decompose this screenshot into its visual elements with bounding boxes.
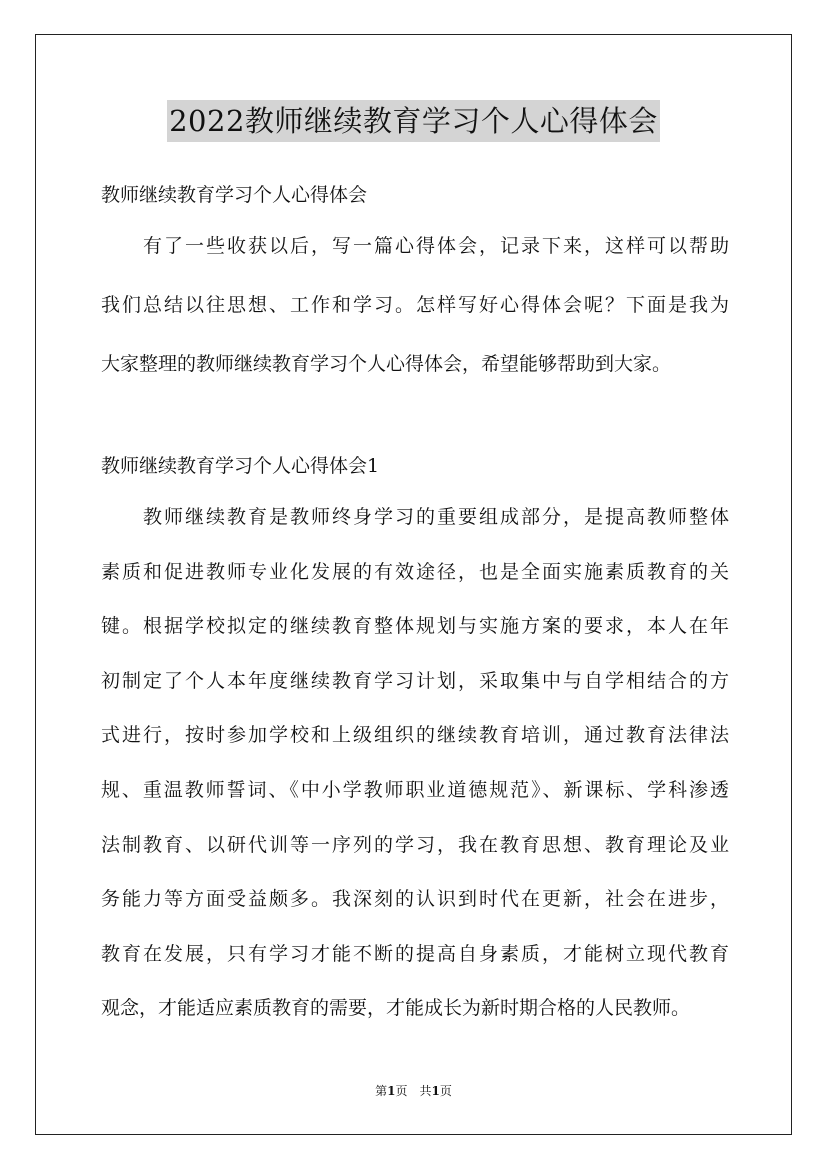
page-total bbox=[420, 1084, 452, 1098]
body-line: 式进行，按时参加学校和上级组织的继续教育培训，通过教育法律法 bbox=[101, 724, 729, 747]
section-heading-1: 教师继续教育学习个人心得体会1 bbox=[101, 455, 380, 477]
page-number bbox=[375, 1084, 407, 1098]
section-heading-intro: 教师继续教育学习个人心得体会 bbox=[101, 184, 368, 206]
body-line: 务能力等方面受益颇多。我深刻的认识到时代在更新，社会在进步， bbox=[101, 888, 729, 911]
document-title: 2022教师继续教育学习个人心得体会 bbox=[167, 100, 660, 142]
intro-line: 我们总结以往思想、工作和学习。怎样写好心得体会呢？下面是我为 bbox=[101, 294, 729, 316]
total-suffix: 页 bbox=[439, 1084, 452, 1098]
page-footer bbox=[0, 1083, 827, 1099]
page-prefix: 第 bbox=[375, 1084, 388, 1098]
intro-paragraph bbox=[101, 231, 729, 408]
intro-line: 大家整理的教师继续教育学习个人心得体会，希望能够帮助到大家。 bbox=[101, 353, 672, 375]
title-area bbox=[0, 100, 827, 142]
total-prefix: 共 bbox=[419, 1084, 432, 1098]
total-pages: 1 bbox=[431, 1084, 440, 1098]
body-line: 观念，才能适应素质教育的需要，才能成长为新时期合格的人民教师。 bbox=[101, 997, 691, 1020]
page-suffix: 页 bbox=[395, 1084, 408, 1098]
body-line: 键。根据学校拟定的继续教育整体规划与实施方案的要求，本人在年 bbox=[101, 615, 729, 638]
body-line: 教师继续教育是教师终身学习的重要组成部分，是提高教师整体 bbox=[143, 506, 729, 528]
intro-line: 有了一些收获以后，写一篇心得体会，记录下来，这样可以帮助 bbox=[143, 235, 729, 257]
body-line: 素质和促进教师专业化发展的有效途径，也是全面实施素质教育的关 bbox=[101, 560, 729, 583]
page-current: 1 bbox=[387, 1084, 396, 1098]
body-line: 规、重温教师誓词、《中小学教师职业道德规范》、新课标、学科渗透 bbox=[101, 778, 729, 801]
body-line: 初制定了个人本年度继续教育学习计划，采取集中与自学相结合的方 bbox=[101, 669, 729, 692]
body-paragraph bbox=[101, 502, 729, 1048]
body-line: 教育在发展，只有学习才能不断的提高自身素质，才能树立现代教育 bbox=[101, 942, 729, 965]
body-line: 法制教育、以研代训等一序列的学习，我在教育思想、教育理论及业 bbox=[101, 833, 729, 856]
